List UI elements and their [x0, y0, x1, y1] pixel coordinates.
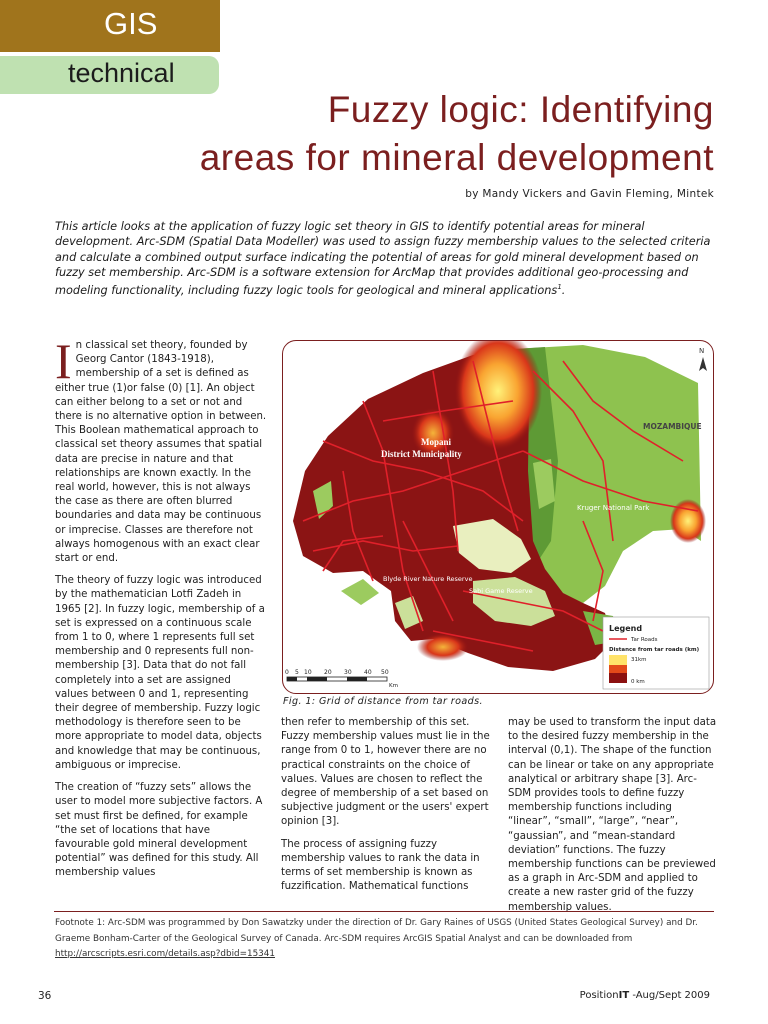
paragraph: may be used to transform the input data to the desired fuzzy membership in the interval (0,1). The shape of the function can be linear or take on any appropriate analytical or arbitrary shape [3]. Arc-SDM provides tools to define fuzzy membership functions including “linear”, “small”, “large”, “near”, “gaussian”, and “mean-standard deviation” functions. The fuzzy membership functions can be previewed as a graph in Arc-SDM and applied to create a new raster grid of the fuzzy membership values. [508, 717, 717, 913]
footnote-divider [54, 911, 714, 912]
scale-bar [285, 669, 398, 689]
north-arrow-icon [699, 347, 707, 371]
scale-tick: 50 [381, 669, 389, 676]
body-column-2 [281, 716, 492, 902]
paragraph: The process of assigning fuzzy membership values to rank the data in terms of set membership is known as fuzzification. Mathematical functions [281, 838, 480, 893]
paragraph [55, 333, 267, 566]
drop-cap: I [55, 333, 72, 389]
section-label: GIS [104, 6, 158, 41]
intro-footnote-mark: 1 [557, 283, 562, 292]
map-svg [283, 341, 713, 693]
body-column-1 [55, 333, 267, 889]
publication-name-bold: IT [618, 990, 630, 1001]
paragraph: The theory of fuzzy logic was introduced by the mathematician Lotfi Zadeh in 1965 [2]. In fuzzy logic, membership of a set is expressed on a continuous scale from 1 to 0, where 1 represents full set membership and 0 represents full non-membership [3]. Data that do not fall completely into a set are assigned values between 0 and 1, representing their degree of membership. Fuzzy logic methodology is therefore seen to be more appropriate to model data, objects and knowledge that may be continuous, ambiguous or imprecise. [55, 575, 265, 771]
section-tab-gis [0, 0, 220, 52]
download-link[interactable]: http://arcscripts.esri.com/details.asp?dbid=15341 [55, 949, 275, 959]
intro-text: This article looks at the application of fuzzy logic set theory in GIS to identify potential areas for mineral development. Arc-SDM (Spatial Data Modeller) was used to assign fuzzy membership values to the selected criteria and calculate a combined output surface indicating the potential of areas for gold mineral development based on fuzzy set membership. Arc-SDM is a software extension for ArcMap that provides additional geo-processing and modeling functionality, including fuzzy logic tools for geological and mineral applications [55, 220, 711, 297]
figure-map [282, 340, 714, 694]
green-patch-3 [341, 579, 379, 605]
label-mopani-2: District Municipality [381, 449, 462, 459]
byline: by Mandy Vickers and Gavin Fleming, Mintek [465, 188, 714, 200]
scale-tick: 30 [344, 669, 352, 676]
label-blyde: Blyde River Nature Reserve [383, 575, 473, 583]
scale-tick: 20 [324, 669, 332, 676]
scale-tick: 10 [304, 669, 312, 676]
paragraph-text: n classical set theory, founded by Georg Cantor (1843-1918), membership of a set is defined as either true (1)or false (0) [1]. An object can either belong to a set or not and there is no alternative option in between. This Boolean mathematical approach to classical set theory assumes that spatial data are precise in nature and that relationships are known exactly. In the real world, however, this is not always the case as there are often blurred boundaries and data may be continuous or imprecise. Classes are therefore not always homogenous with an exact clear start or end. [55, 340, 267, 565]
article-intro [55, 219, 715, 298]
scale-tick: 40 [364, 669, 372, 676]
hotspot-east [670, 499, 706, 543]
subsection-label: technical [68, 58, 175, 88]
article-title [74, 86, 714, 182]
legend-max: 31km [631, 657, 647, 663]
legend-tar-roads: Tar Roads [631, 637, 658, 643]
north-label: N [699, 347, 705, 355]
intro-end: . [561, 283, 566, 297]
footnote [55, 916, 715, 963]
page-number: 36 [38, 990, 52, 1002]
paragraph: then refer to membership of this set. Fuzzy membership values must lie in the range from 0 to 1, however there are no practical constraints on the choice of values. Values are chosen to reflect the degree of membership of a set based on subjective judgment or the users' expert opinion [3]. [281, 717, 490, 828]
title-line-2: areas for mineral development [199, 137, 714, 178]
label-mopani-1: Mopani [421, 437, 452, 447]
scale-tick: 5 [295, 669, 299, 676]
label-sabi: Sabi Game Reserve [469, 587, 533, 595]
label-kruger: Kruger National Park [577, 504, 650, 512]
paragraph: The creation of “fuzzy sets” allows the user to model more subjective factors. A set must first be defined, for example “the set of locations that have favourable gold mineral development potential” was defined for this study. All membership values [55, 782, 263, 879]
body-column-3 [508, 716, 718, 923]
publication-footer [580, 990, 710, 1001]
footnote-text: Footnote 1: Arc-SDM was programmed by Don Sawatzky under the direction of Dr. Gary Raines of USGS (United States Geological Survey) and Dr. Graeme Bonham-Carter of the Geological Survey of Canada. Arc-SDM requires ArcGIS Spatial Analyst and can be downloaded from [55, 918, 698, 944]
legend-min: 0 km [631, 679, 645, 685]
title-line-1: Fuzzy logic: Identifying [327, 89, 714, 130]
legend-distance-title: Distance from tar roads (km) [609, 647, 700, 653]
map-legend [603, 617, 709, 689]
scale-tick: 0 [285, 669, 289, 676]
label-mozambique: MOZAMBIQUE [643, 422, 702, 431]
publication-name: Position [579, 990, 619, 1001]
publication-issue: -Aug/Sept 2009 [629, 990, 710, 1001]
figure-caption: Fig. 1: Grid of distance from tar roads. [283, 696, 483, 707]
scale-unit: Km [389, 683, 398, 689]
legend-title: Legend [609, 624, 643, 633]
